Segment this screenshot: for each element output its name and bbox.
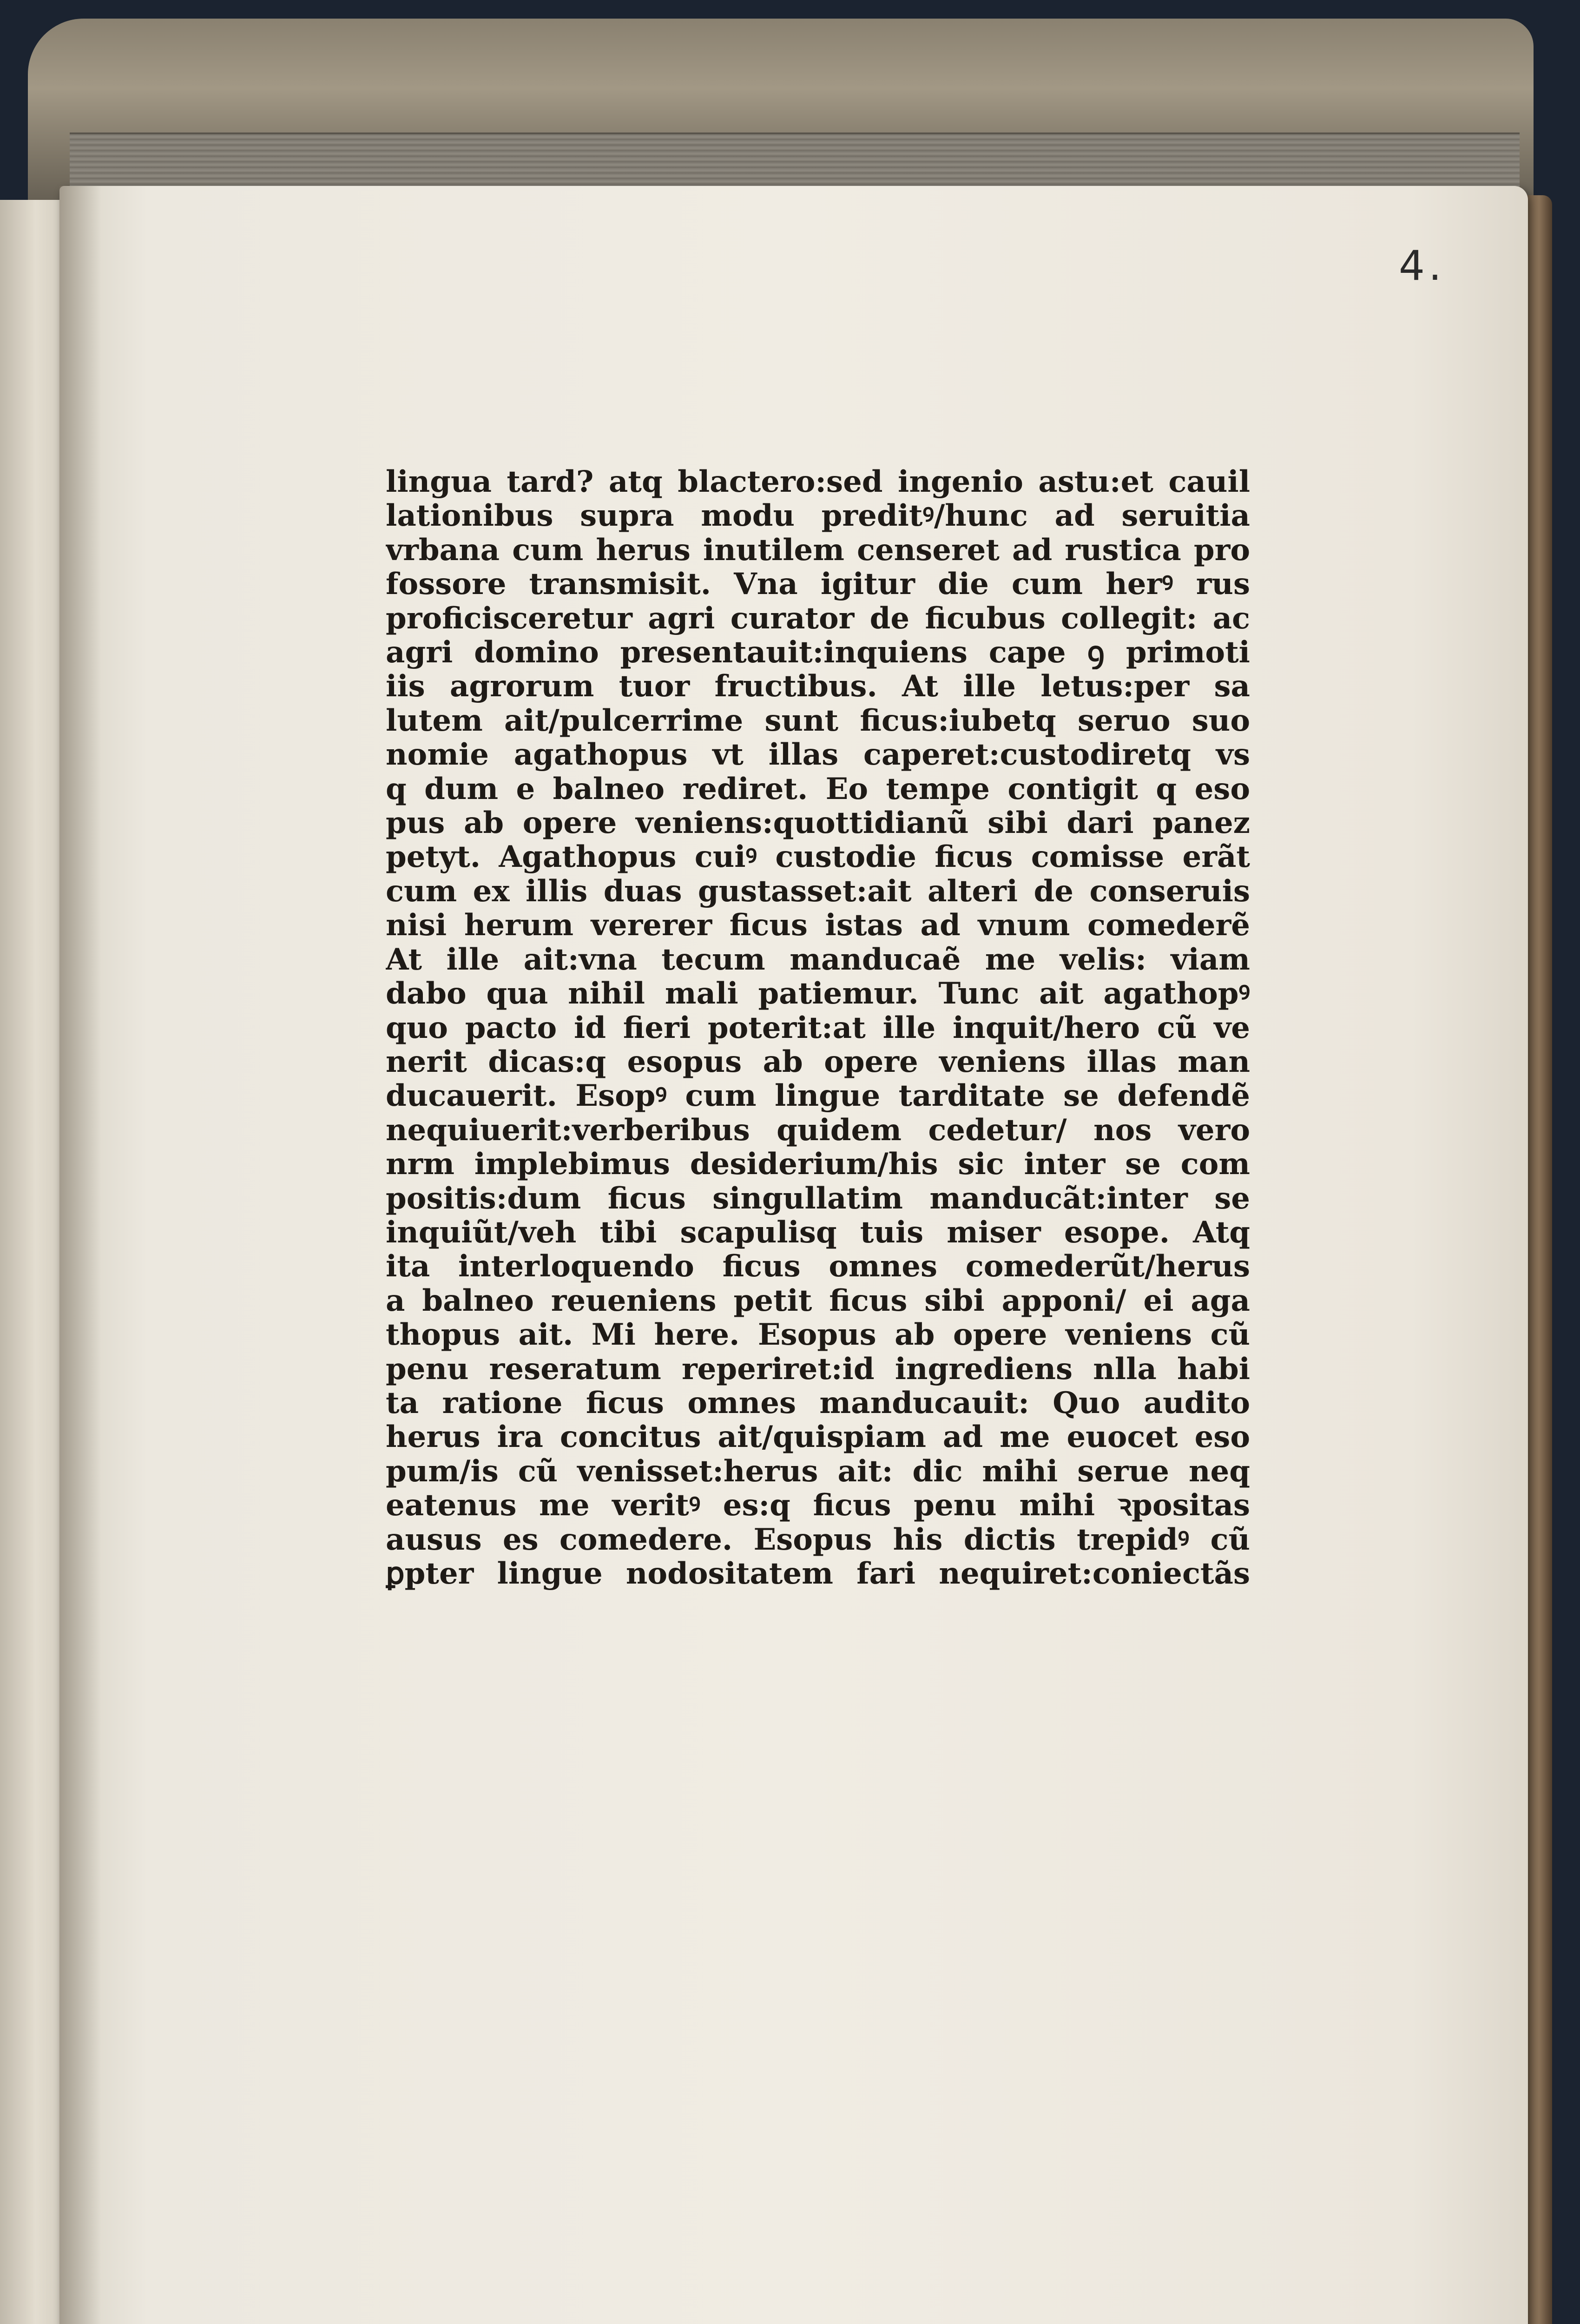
text-line: a balneo reueniens petit ficus sibi apponi/ ei aga xyxy=(386,1283,1250,1318)
text-line: pus ab opere veniens:quottidianũ sibi dari panez xyxy=(386,806,1250,840)
text-line: nrm implebimus desiderium/his sic inter se com xyxy=(386,1147,1250,1182)
text-line: ita interloquendo ficus omnes comederũt/herus xyxy=(386,1249,1250,1284)
text-line: eatenus me veritꝰ es:q ficus penu mihi ꝛpositas xyxy=(386,1488,1250,1523)
text-line: agri domino presentauit:inquiens cape ꝯ primoti xyxy=(386,635,1250,670)
text-line: nomie agathopus vt illas caperet:custodiretq vs xyxy=(386,738,1250,772)
facing-page-edge xyxy=(0,200,65,2324)
text-line: q dum e balneo rediret. Eo tempe contigit q eso xyxy=(386,772,1250,806)
text-line: inquiũt/veh tibi scapulisq tuis miser esope. Atq xyxy=(386,1215,1250,1250)
text-line: ausus es comedere. Esopus his dictis trepidꝰ cũ xyxy=(386,1522,1250,1557)
text-line: lingua tard? atq blactero:sed ingenio astu:et cauil xyxy=(386,465,1250,499)
text-line: quo pacto id fieri poterit:at ille inquit/hero cũ ve xyxy=(386,1010,1250,1045)
text-line: lationibus supra modu preditꝰ/hunc ad seruitia xyxy=(386,499,1250,533)
text-line: dabo qua nihil mali patiemur. Tunc ait agathopꝰ xyxy=(386,977,1250,1011)
text-line: positis:dum ficus singullatim manducãt:inter se xyxy=(386,1181,1250,1215)
folio-number: 4. xyxy=(1399,242,1445,290)
text-line: cum ex illis duas gustasset:ait alteri de conseruis xyxy=(386,874,1250,909)
text-line: iis agrorum tuor fructibus. At ille letus:per sa xyxy=(386,669,1250,704)
text-line: pum/is cũ venisset:herus ait: dic mihi serue neq xyxy=(386,1454,1250,1489)
text-line: fossore transmisit. Vna igitur die cum herꝰ rus xyxy=(386,567,1250,601)
text-line: penu reseratum reperiret:id ingrediens nlla habi xyxy=(386,1352,1250,1386)
text-line: lutem ait/pulcerrime sunt ficus:iubetq seruo suo xyxy=(386,703,1250,738)
text-line: herus ira concitus ait/quispiam ad me euocet eso xyxy=(386,1420,1250,1454)
text-line: nerit dicas:q esopus ab opere veniens illas man xyxy=(386,1044,1250,1079)
text-line: vrbana cum herus inutilem censeret ad rustica pro xyxy=(386,533,1250,568)
text-line: ta ratione ficus omnes manducauit: Quo audito xyxy=(386,1386,1250,1420)
text-line: ꝑpter lingue nodositatem fari nequiret:coniectãs xyxy=(386,1557,1250,1591)
text-line: petyt. Agathopus cuiꝰ custodie ficus comisse erãt xyxy=(386,840,1250,874)
text-line: proficisceretur agri curator de ficubus collegit: ac xyxy=(386,601,1250,636)
text-line: ducauerit. Esopꝰ cum lingue tarditate se defendẽ xyxy=(386,1079,1250,1113)
text-line: nequiuerit:verberibus quidem cedetur/ nos vero xyxy=(386,1113,1250,1148)
text-block xyxy=(386,465,1269,1591)
text-line: nisi herum vererer ficus istas ad vnum comederẽ xyxy=(386,908,1250,943)
text-line: thopus ait. Mi here. Esopus ab opere veniens cũ xyxy=(386,1318,1250,1352)
gutter-shadow xyxy=(59,186,101,2324)
text-line: At ille ait:vna tecum manducaẽ me velis: viam xyxy=(386,942,1250,977)
